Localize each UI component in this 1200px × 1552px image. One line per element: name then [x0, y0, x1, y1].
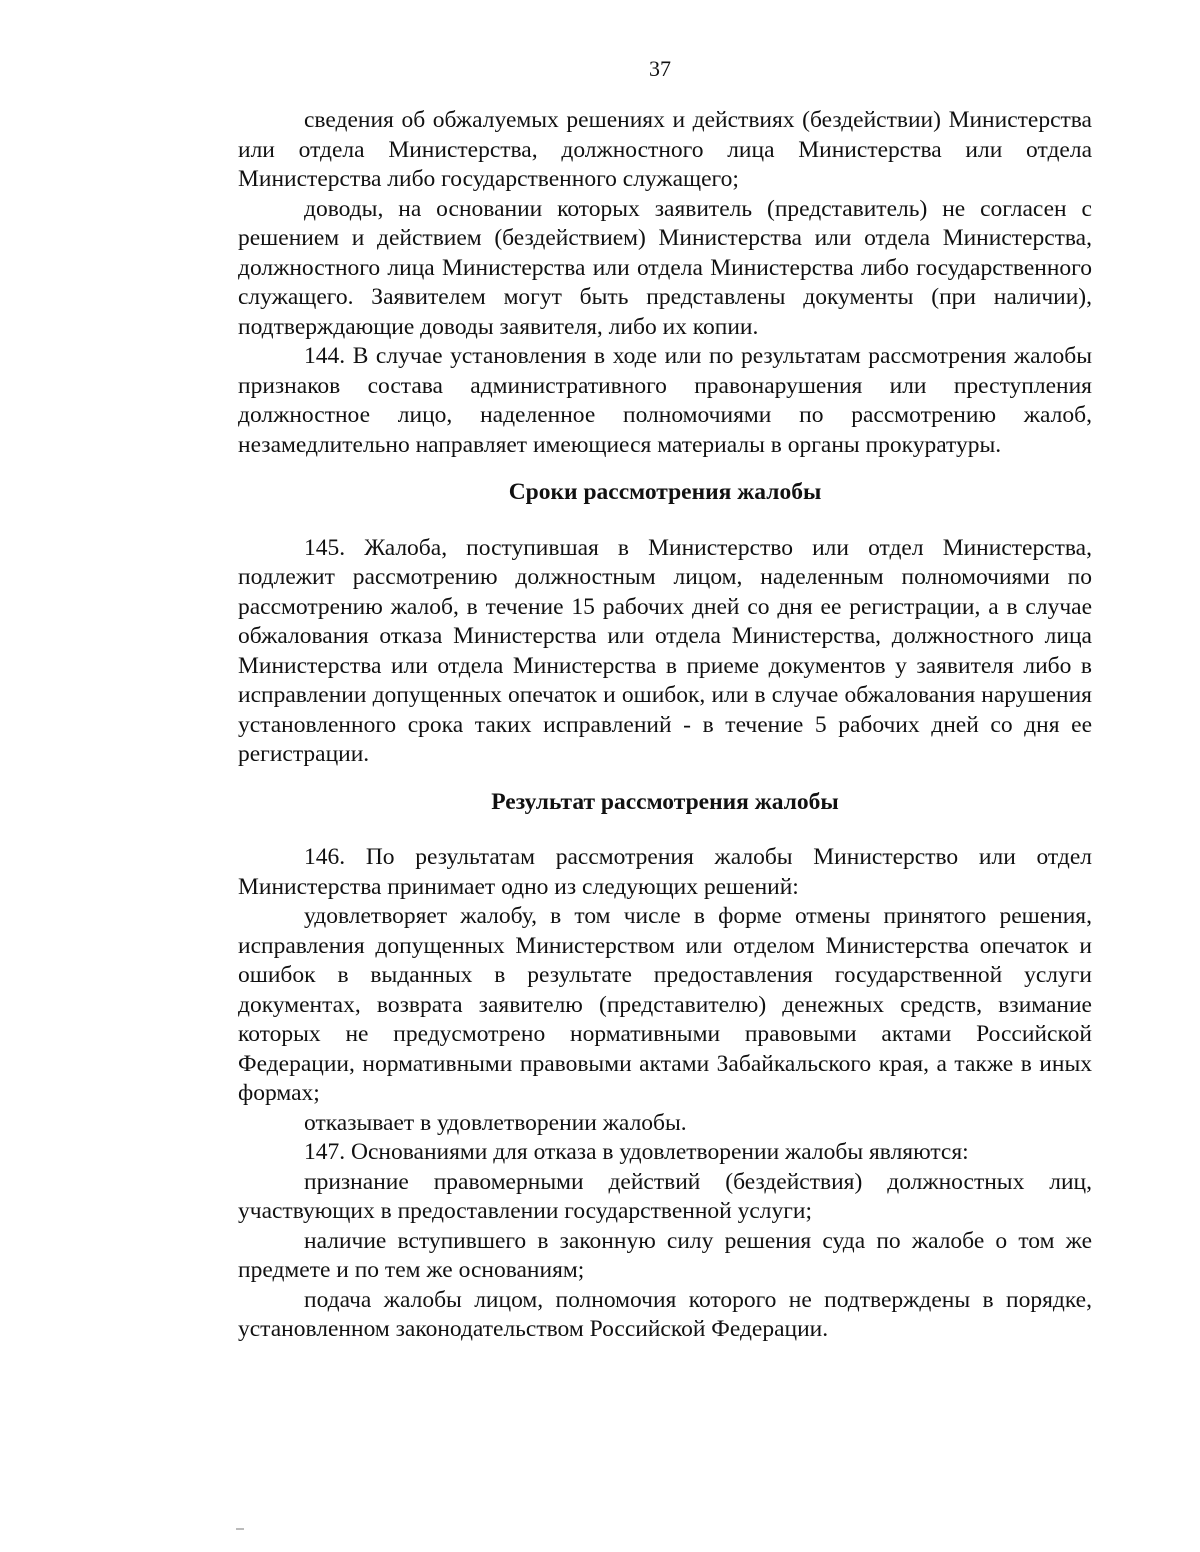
paragraph-refuses-complaint: отказывает в удовлетворении жалобы. — [304, 1109, 687, 1136]
paragraph-146: 146. По результатам рассмотрения жалобы Министерство или отдел Министерства принимает одно из следующих решений: — [238, 844, 1092, 900]
paragraph-satisfies-complaint: удовлетворяет жалобу, в том числе в форме отмены принятого решения, исправления допущенных Министерством или отделом Министерства опечаток и ошибок в выданных в результате предоставления государственной услуги документах, возврата заявителю (представителю) денежных средств, взимание которых не предусмотрено нормативными правовыми актами Российской Федерации, нормативными правовыми актами Забайкальского края, а также в иных формах; — [238, 903, 1092, 1106]
section-heading-review-result: Результат рассмотрения жалобы — [491, 788, 839, 815]
paragraph-ground-court-decision: наличие вступившего в законную силу решения суда по жалобе о том же предмете и по тем же основаниям; — [238, 1227, 1092, 1283]
section-heading-review-terms: Сроки рассмотрения жалобы — [508, 479, 822, 505]
paragraph-ground-lawful-actions: признание правомерными действий (бездействия) должностных лиц, участвующих в предоставлении государственной услуги; — [238, 1168, 1092, 1224]
paragraph-145: 145. Жалоба, поступившая в Министерство или отдел Министерства, подлежит рассмотрению должностным лицом, наделенным полномочиями по рассмотрению жалоб, в течение 15 рабочих дней со дня ее регистрации, а в случае обжалования отказа Министерства или отдела Министерства, должностного лица Министерства или отдела Министерства в приеме документов у заявителя либо в исправлении допущенных опечаток и ошибок, или в случае обжалования нарушения установленного срока таких исправлений - в течение 5 рабочих дней со дня ее регистрации. — [238, 534, 1092, 767]
paragraph-arguments: доводы, на основании которых заявитель (представитель) не согласен с решением и действием (бездействием) Министерства или отдела Министерства, должностного лица Министерства или отдела Министерства либо государственного служащего. Заявителем могут быть представлены документы (при наличии), подтверждающие доводы заявителя, либо их копии. — [238, 195, 1092, 340]
paragraph-ground-unconfirmed-authority: подача жалобы лицом, полномочия которого не подтверждены в порядке, установленном законодательством Российской Федерации. — [238, 1286, 1092, 1342]
document-body — [238, 106, 1092, 1345]
paragraph-147: 147. Основаниями для отказа в удовлетворении жалобы являются: — [304, 1139, 969, 1165]
scan-speck — [236, 1528, 244, 1530]
paragraph-144: 144. В случае установления в ходе или по результатам рассмотрения жалобы признаков состава административного правонарушения или преступления должностное лицо, наделенное полномочиями по рассмотрению жалоб, незамедлительно направляет имеющиеся материалы в органы прокуратуры. — [238, 343, 1092, 458]
paragraph-complaint-info: сведения об обжалуемых решениях и действиях (бездействии) Министерства или отдела Министерства, должностного лица Министерства или отдела Министерства либо государственного служащего; — [238, 107, 1092, 192]
page-number: 37 — [649, 56, 671, 81]
